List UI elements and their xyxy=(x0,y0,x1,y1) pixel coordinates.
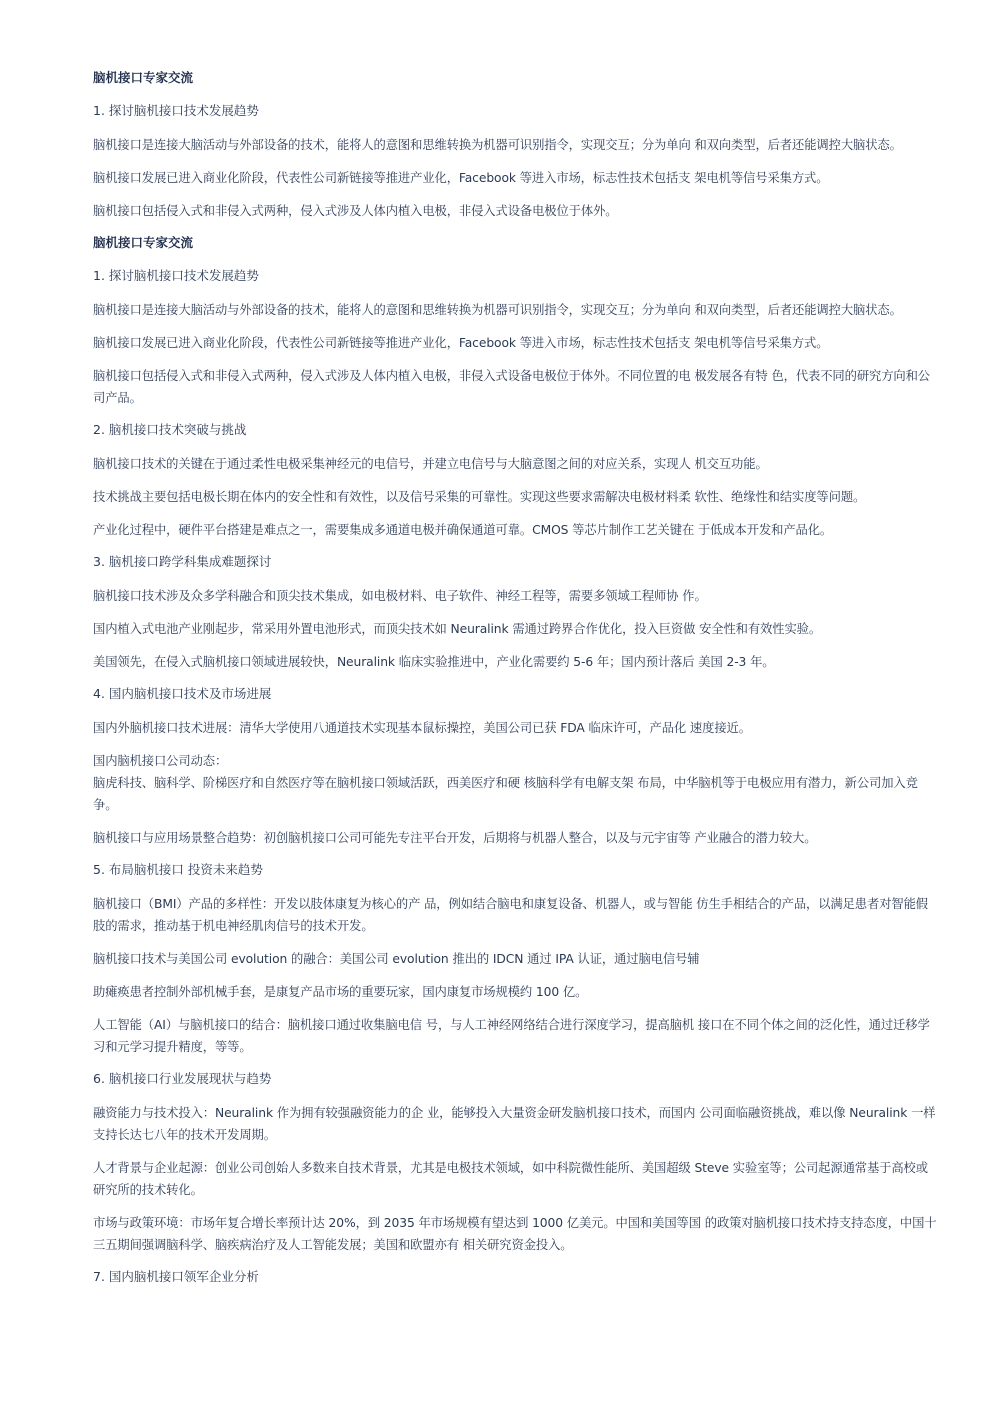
paragraph: 脑机接口技术与美国公司 evolution 的融合：美国公司 evolution 推出的 IDCN 通过 IPA 认证，通过脑电信号辅 xyxy=(93,952,700,966)
paragraph: 产业化过程中，硬件平台搭建是难点之一，需要集成多通道电极并确保通道可靠。CMOS 等芯片制作工艺关键在 于低成本开发和产品化。 xyxy=(93,523,833,537)
subsection-title: 1. 探讨脑机接口技术发展趋势 xyxy=(93,103,259,118)
paragraph: 脑机接口技术涉及众多学科融合和顶尖技术集成，如电极材料、电子软件、神经工程等，需要多领域工程师协 作。 xyxy=(93,589,707,603)
paragraph: 助瘫痪患者控制外部机械手套，是康复产品市场的重要玩家，国内康复市场规模约 100 亿。 xyxy=(93,985,588,999)
subsection-title: 4. 国内脑机接口技术及市场进展 xyxy=(93,686,272,701)
paragraph: 市场与政策环境：市场年复合增长率预计达 20%，到 2035 年市场规模有望达到 1000 亿美元。中国和美国等国 的政策对脑机接口技术持支持态度，中国十三五期间强调脑科学、脑疾病治疗及人工智能发展；美国和欧盟亦有 相关研究资金投入。 xyxy=(93,1216,937,1252)
subsection-title: 1. 探讨脑机接口技术发展趋势 xyxy=(93,268,259,283)
paragraph: 脑机接口是连接大脑活动与外部设备的技术，能将人的意图和思维转换为机器可识别指令，实现交互；分为单向 和双向类型，后者还能调控大脑状态。 xyxy=(93,138,902,152)
subsection-title: 5. 布局脑机接口 投资未来趋势 xyxy=(93,862,263,877)
paragraph: 国内外脑机接口技术进展：清华大学使用八通道技术实现基本鼠标操控，美国公司已获 FDA 临床许可，产品化 速度接近。 xyxy=(93,721,751,735)
subsection-title: 7. 国内脑机接口领军企业分析 xyxy=(93,1269,259,1284)
section-heading: 脑机接口专家交流 xyxy=(93,235,194,250)
paragraph: 脑虎科技、脑科学、阶梯医疗和自然医疗等在脑机接口领域活跃，西美医疗和硬 核脑科学有电解支架 布局，中华脑机等于电极应用有潜力，新公司加入竞争。 xyxy=(93,776,918,812)
document-content xyxy=(93,68,939,1300)
paragraph: 技术挑战主要包括电极长期在体内的安全性和有效性，以及信号采集的可靠性。实现这些要求需解决电极材料柔 软性、绝缘性和结实度等问题。 xyxy=(93,490,866,504)
paragraph: 脑机接口发展已进入商业化阶段，代表性公司新链接等推进产业化，Facebook 等进入市场，标志性技术包括支 架电机等信号采集方式。 xyxy=(93,336,829,350)
paragraph: 脑机接口包括侵入式和非侵入式两种，侵入式涉及人体内植入电极，非侵入式设备电极位于体外。 xyxy=(93,204,618,218)
paragraph: 脑机接口与应用场景整合趋势：初创脑机接口公司可能先专注平台开发，后期将与机器人整合，以及与元宇宙等 产业融合的潜力较大。 xyxy=(93,831,817,845)
subsection-title: 2. 脑机接口技术突破与挑战 xyxy=(93,422,247,437)
paragraph: 人才背景与企业起源：创业公司创始人多数来自技术背景，尤其是电极技术领域，如中科院微性能所、美国超级 Steve 实验室等；公司起源通常基于高校或研究所的技术转化。 xyxy=(93,1161,928,1197)
paragraph: 人工智能（AI）与脑机接口的结合：脑机接口通过收集脑电信 号，与人工神经网络结合进行深度学习，提高脑机 接口在不同个体之间的泛化性，通过迁移学习和元学习提升精度，等等。 xyxy=(93,1018,930,1054)
paragraph: 融资能力与技术投入：Neuralink 作为拥有较强融资能力的企 业，能够投入大量资金研发脑机接口技术，而国内 公司面临融资挑战，难以像 Neuralink 一样支持长达七八年的技术开发周期。 xyxy=(93,1106,936,1142)
subsection-title: 3. 脑机接口跨学科集成难题探讨 xyxy=(93,554,272,569)
paragraph: 脑机接口包括侵入式和非侵入式两种，侵入式涉及人体内植入电极，非侵入式设备电极位于体外。不同位置的电 极发展各有特 色，代表不同的研究方向和公司产品。 xyxy=(93,369,931,405)
paragraph: 脑机接口是连接大脑活动与外部设备的技术，能将人的意图和思维转换为机器可识别指令，实现交互；分为单向 和双向类型，后者还能调控大脑状态。 xyxy=(93,303,902,317)
paragraph: 脑机接口发展已进入商业化阶段，代表性公司新链接等推进产业化，Facebook 等进入市场，标志性技术包括支 架电机等信号采集方式。 xyxy=(93,171,829,185)
paragraph: 美国领先，在侵入式脑机接口领域进展较快，Neuralink 临床实验推进中，产业化需要约 5-6 年；国内预计落后 美国 2-3 年。 xyxy=(93,655,775,669)
paragraph: 脑机接口技术的关键在于通过柔性电极采集神经元的电信号，并建立电信号与大脑意图之间的对应关系，实现人 机交互功能。 xyxy=(93,457,768,471)
section-heading: 脑机接口专家交流 xyxy=(93,70,194,85)
paragraph: 国内植入式电池产业刚起步，常采用外置电池形式，而顶尖技术如 Neuralink 需通过跨界合作优化，投入巨资做 安全性和有效性实验。 xyxy=(93,622,822,636)
paragraph: 国内脑机接口公司动态： xyxy=(93,754,228,768)
subsection-title: 6. 脑机接口行业发展现状与趋势 xyxy=(93,1071,272,1086)
paragraph: 脑机接口（BMI）产品的多样性：开发以肢体康复为核心的产 品，例如结合脑电和康复设备、机器人，或与智能 仿生手相结合的产品，以满足患者对智能假肢的需求，推动基于机电神经肌肉信号的技术开发。 xyxy=(93,897,928,933)
